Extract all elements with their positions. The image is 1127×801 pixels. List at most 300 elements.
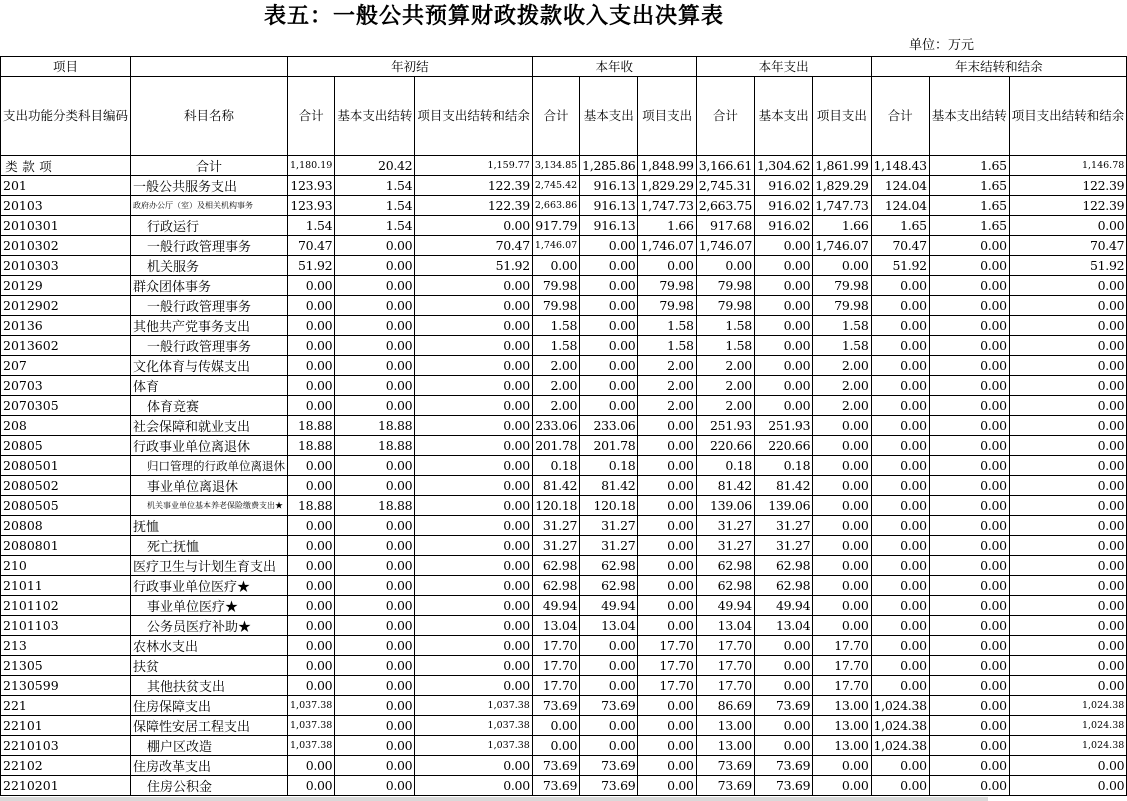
value-cell[interactable]: 0.00 (335, 316, 415, 336)
value-cell[interactable]: 1,024.38 (871, 736, 929, 756)
value-cell[interactable]: 0.00 (929, 756, 1009, 776)
value-cell[interactable]: 0.00 (335, 376, 415, 396)
value-cell[interactable]: 0.00 (754, 736, 812, 756)
code-cell[interactable]: 2080801 (1, 536, 131, 556)
value-cell[interactable]: 51.92 (1009, 256, 1127, 276)
value-cell[interactable]: 220.66 (696, 436, 754, 456)
value-cell[interactable]: 1.65 (871, 216, 929, 236)
value-cell[interactable]: 0.00 (871, 336, 929, 356)
value-cell[interactable]: 120.18 (532, 496, 579, 516)
value-cell[interactable]: 0.00 (288, 756, 335, 776)
value-cell[interactable]: 0.00 (335, 716, 415, 736)
value-cell[interactable]: 0.00 (1009, 416, 1127, 436)
value-cell[interactable]: 0.00 (415, 276, 533, 296)
value-cell[interactable]: 13.00 (813, 696, 871, 716)
value-cell[interactable]: 0.00 (929, 596, 1009, 616)
value-cell[interactable]: 1.58 (813, 316, 871, 336)
value-cell[interactable]: 17.70 (532, 676, 579, 696)
value-cell[interactable]: 0.00 (415, 456, 533, 476)
value-cell[interactable]: 0.00 (335, 336, 415, 356)
value-cell[interactable]: 0.00 (415, 476, 533, 496)
name-cell[interactable]: 医疗卫生与计划生育支出 (131, 556, 288, 576)
value-cell[interactable]: 1.58 (696, 336, 754, 356)
value-cell[interactable]: 0.00 (288, 556, 335, 576)
value-cell[interactable]: 0.00 (580, 276, 638, 296)
value-cell[interactable]: 49.94 (696, 596, 754, 616)
value-cell[interactable]: 2.00 (638, 356, 696, 376)
value-cell[interactable]: 0.00 (1009, 756, 1127, 776)
value-cell[interactable]: 0.00 (929, 316, 1009, 336)
value-cell[interactable]: 49.94 (532, 596, 579, 616)
value-cell[interactable]: 81.42 (532, 476, 579, 496)
value-cell[interactable]: 0.00 (929, 356, 1009, 376)
value-cell[interactable]: 73.69 (754, 696, 812, 716)
value-cell[interactable]: 13.00 (696, 716, 754, 736)
value-cell[interactable]: 0.00 (638, 616, 696, 636)
value-cell[interactable]: 0.00 (288, 316, 335, 336)
value-cell[interactable]: 0.00 (871, 556, 929, 576)
value-cell[interactable]: 70.47 (415, 236, 533, 256)
value-cell[interactable]: 0.00 (288, 456, 335, 476)
value-cell[interactable]: 0.00 (335, 396, 415, 416)
value-cell[interactable]: 0.00 (929, 576, 1009, 596)
value-cell[interactable]: 0.00 (871, 476, 929, 496)
value-cell[interactable]: 0.00 (1009, 456, 1127, 476)
value-cell[interactable]: 0.00 (929, 556, 1009, 576)
name-cell[interactable]: 事业单位医疗★ (131, 596, 288, 616)
value-cell[interactable]: 0.00 (1009, 276, 1127, 296)
value-cell[interactable]: 1,747.73 (813, 196, 871, 216)
value-cell[interactable]: 1.54 (288, 216, 335, 236)
value-cell[interactable]: 17.70 (532, 636, 579, 656)
value-cell[interactable]: 0.00 (871, 296, 929, 316)
value-cell[interactable]: 0.00 (335, 636, 415, 656)
value-cell[interactable]: 0.00 (1009, 436, 1127, 456)
value-cell[interactable]: 0.00 (580, 256, 638, 276)
value-cell[interactable]: 0.00 (288, 776, 335, 796)
code-cell[interactable]: 2210103 (1, 736, 131, 756)
value-cell[interactable]: 0.00 (638, 776, 696, 796)
value-cell[interactable]: 2,663.86 (532, 196, 579, 216)
code-cell[interactable]: 21011 (1, 576, 131, 596)
value-cell[interactable]: 73.69 (754, 776, 812, 796)
value-cell[interactable]: 1,037.38 (288, 696, 335, 716)
name-cell[interactable]: 扶贫 (131, 656, 288, 676)
value-cell[interactable]: 0.00 (871, 676, 929, 696)
value-cell[interactable]: 31.27 (532, 536, 579, 556)
value-cell[interactable]: 70.47 (871, 236, 929, 256)
value-cell[interactable]: 0.00 (929, 396, 1009, 416)
value-cell[interactable]: 916.13 (580, 176, 638, 196)
value-cell[interactable]: 0.00 (288, 516, 335, 536)
value-cell[interactable]: 0.00 (335, 696, 415, 716)
value-cell[interactable]: 17.70 (638, 636, 696, 656)
value-cell[interactable]: 2.00 (532, 396, 579, 416)
value-cell[interactable]: 122.39 (415, 196, 533, 216)
value-cell[interactable]: 0.00 (813, 596, 871, 616)
code-cell[interactable]: 2101103 (1, 616, 131, 636)
value-cell[interactable]: 1.66 (638, 216, 696, 236)
value-cell[interactable]: 0.00 (813, 516, 871, 536)
name-cell[interactable]: 文化体育与传媒支出 (131, 356, 288, 376)
value-cell[interactable]: 0.00 (335, 756, 415, 776)
value-cell[interactable]: 0.00 (415, 776, 533, 796)
value-cell[interactable]: 0.00 (871, 356, 929, 376)
name-cell[interactable]: 事业单位离退休 (131, 476, 288, 496)
value-cell[interactable]: 0.00 (335, 616, 415, 636)
value-cell[interactable]: 0.00 (335, 516, 415, 536)
value-cell[interactable]: 13.04 (696, 616, 754, 636)
code-cell[interactable]: 20103 (1, 196, 131, 216)
value-cell[interactable]: 0.00 (335, 536, 415, 556)
value-cell[interactable]: 13.04 (754, 616, 812, 636)
value-cell[interactable]: 124.04 (871, 176, 929, 196)
value-cell[interactable]: 0.00 (929, 716, 1009, 736)
value-cell[interactable]: 0.00 (580, 356, 638, 376)
value-cell[interactable]: 79.98 (638, 276, 696, 296)
value-cell[interactable]: 0.00 (929, 256, 1009, 276)
value-cell[interactable]: 0.00 (415, 396, 533, 416)
value-cell[interactable]: 1,829.29 (813, 176, 871, 196)
value-cell[interactable]: 0.00 (754, 316, 812, 336)
value-cell[interactable]: 1,024.38 (871, 716, 929, 736)
value-cell[interactable]: 17.70 (696, 636, 754, 656)
code-cell[interactable]: 20805 (1, 436, 131, 456)
value-cell[interactable]: 0.00 (415, 496, 533, 516)
value-cell[interactable]: 31.27 (754, 536, 812, 556)
value-cell[interactable]: 0.00 (929, 676, 1009, 696)
value-cell[interactable]: 31.27 (580, 516, 638, 536)
value-cell[interactable]: 0.00 (415, 296, 533, 316)
value-cell[interactable]: 0.00 (288, 596, 335, 616)
code-cell[interactable]: 2130599 (1, 676, 131, 696)
code-cell[interactable]: 2013602 (1, 336, 131, 356)
value-cell[interactable]: 17.70 (532, 656, 579, 676)
value-cell[interactable]: 81.42 (580, 476, 638, 496)
value-cell[interactable]: 0.00 (1009, 376, 1127, 396)
value-cell[interactable]: 0.00 (415, 576, 533, 596)
code-cell[interactable]: 2210201 (1, 776, 131, 796)
value-cell[interactable]: 0.00 (638, 476, 696, 496)
value-cell[interactable]: 79.98 (638, 296, 696, 316)
name-cell[interactable]: 一般行政管理事务 (131, 296, 288, 316)
value-cell[interactable]: 18.88 (335, 436, 415, 456)
value-cell[interactable]: 0.00 (929, 276, 1009, 296)
name-cell[interactable]: 行政事业单位离退休 (131, 436, 288, 456)
value-cell[interactable]: 0.00 (288, 356, 335, 376)
value-cell[interactable]: 17.70 (813, 656, 871, 676)
code-cell[interactable]: 22101 (1, 716, 131, 736)
value-cell[interactable]: 0.00 (1009, 336, 1127, 356)
value-cell[interactable]: 0.00 (871, 516, 929, 536)
value-cell[interactable]: 20.42 (335, 156, 415, 176)
value-cell[interactable]: 17.70 (813, 636, 871, 656)
value-cell[interactable]: 0.00 (871, 656, 929, 676)
code-cell[interactable]: 208 (1, 416, 131, 436)
value-cell[interactable]: 0.00 (813, 456, 871, 476)
value-cell[interactable]: 31.27 (754, 516, 812, 536)
value-cell[interactable]: 0.00 (929, 476, 1009, 496)
value-cell[interactable]: 51.92 (871, 256, 929, 276)
value-cell[interactable]: 13.00 (813, 736, 871, 756)
value-cell[interactable]: 18.88 (288, 416, 335, 436)
name-cell[interactable]: 一般行政管理事务 (131, 336, 288, 356)
value-cell[interactable]: 1,829.29 (638, 176, 696, 196)
value-cell[interactable]: 0.18 (754, 456, 812, 476)
value-cell[interactable]: 1,861.99 (813, 156, 871, 176)
value-cell[interactable]: 0.00 (335, 236, 415, 256)
value-cell[interactable]: 0.00 (415, 556, 533, 576)
value-cell[interactable]: 0.00 (696, 256, 754, 276)
value-cell[interactable]: 220.66 (754, 436, 812, 456)
code-cell[interactable]: 2101102 (1, 596, 131, 616)
value-cell[interactable]: 79.98 (813, 276, 871, 296)
value-cell[interactable]: 73.69 (696, 756, 754, 776)
value-cell[interactable]: 0.00 (1009, 556, 1127, 576)
value-cell[interactable]: 0.00 (1009, 216, 1127, 236)
value-cell[interactable]: 251.93 (696, 416, 754, 436)
value-cell[interactable]: 79.98 (813, 296, 871, 316)
value-cell[interactable]: 0.00 (415, 676, 533, 696)
value-cell[interactable]: 0.18 (580, 456, 638, 476)
value-cell[interactable]: 139.06 (696, 496, 754, 516)
value-cell[interactable]: 2.00 (696, 376, 754, 396)
value-cell[interactable]: 0.00 (754, 656, 812, 676)
value-cell[interactable]: 0.18 (532, 456, 579, 476)
value-cell[interactable]: 1,024.38 (1009, 736, 1127, 756)
code-cell[interactable]: 2010301 (1, 216, 131, 236)
value-cell[interactable]: 0.00 (754, 296, 812, 316)
code-cell[interactable]: 22102 (1, 756, 131, 776)
value-cell[interactable]: 916.02 (754, 176, 812, 196)
code-cell[interactable]: 2010303 (1, 256, 131, 276)
code-cell[interactable]: 2010302 (1, 236, 131, 256)
value-cell[interactable]: 0.00 (415, 356, 533, 376)
value-cell[interactable]: 73.69 (696, 776, 754, 796)
code-cell[interactable]: 21305 (1, 656, 131, 676)
value-cell[interactable]: 62.98 (532, 556, 579, 576)
value-cell[interactable]: 1,304.62 (754, 156, 812, 176)
value-cell[interactable]: 0.00 (754, 396, 812, 416)
value-cell[interactable]: 0.00 (1009, 676, 1127, 696)
value-cell[interactable]: 17.70 (696, 676, 754, 696)
value-cell[interactable]: 0.00 (288, 276, 335, 296)
value-cell[interactable]: 120.18 (580, 496, 638, 516)
value-cell[interactable]: 917.79 (532, 216, 579, 236)
value-cell[interactable]: 2.00 (813, 356, 871, 376)
value-cell[interactable]: 0.00 (1009, 296, 1127, 316)
value-cell[interactable]: 0.00 (415, 596, 533, 616)
value-cell[interactable]: 0.00 (335, 736, 415, 756)
value-cell[interactable]: 62.98 (754, 576, 812, 596)
value-cell[interactable]: 62.98 (754, 556, 812, 576)
code-cell[interactable]: 20136 (1, 316, 131, 336)
value-cell[interactable]: 0.00 (1009, 316, 1127, 336)
value-cell[interactable]: 31.27 (580, 536, 638, 556)
value-cell[interactable]: 0.00 (754, 716, 812, 736)
value-cell[interactable]: 1,747.73 (638, 196, 696, 216)
value-cell[interactable]: 86.69 (696, 696, 754, 716)
name-cell[interactable]: 机关服务 (131, 256, 288, 276)
value-cell[interactable]: 1,037.38 (415, 716, 533, 736)
value-cell[interactable]: 0.00 (288, 396, 335, 416)
value-cell[interactable]: 0.00 (1009, 496, 1127, 516)
value-cell[interactable]: 0.00 (638, 596, 696, 616)
value-cell[interactable]: 70.47 (288, 236, 335, 256)
value-cell[interactable]: 1.58 (813, 336, 871, 356)
value-cell[interactable]: 0.00 (929, 496, 1009, 516)
value-cell[interactable]: 917.68 (696, 216, 754, 236)
value-cell[interactable]: 13.04 (532, 616, 579, 636)
name-cell[interactable]: 体育竞赛 (131, 396, 288, 416)
value-cell[interactable]: 0.00 (871, 456, 929, 476)
value-cell[interactable]: 0.00 (929, 376, 1009, 396)
value-cell[interactable]: 0.00 (415, 336, 533, 356)
name-cell[interactable]: 群众团体事务 (131, 276, 288, 296)
value-cell[interactable]: 0.00 (415, 536, 533, 556)
value-cell[interactable]: 2.00 (638, 376, 696, 396)
value-cell[interactable]: 0.00 (813, 536, 871, 556)
value-cell[interactable]: 124.04 (871, 196, 929, 216)
value-cell[interactable]: 0.00 (754, 336, 812, 356)
name-cell[interactable]: 政府办公厅（室）及相关机构事务 (131, 196, 288, 216)
value-cell[interactable]: 1,848.99 (638, 156, 696, 176)
value-cell[interactable]: 0.00 (754, 676, 812, 696)
value-cell[interactable]: 1.65 (929, 216, 1009, 236)
value-cell[interactable]: 0.00 (871, 496, 929, 516)
value-cell[interactable]: 0.00 (580, 236, 638, 256)
name-cell[interactable]: 合计 (131, 156, 288, 176)
value-cell[interactable]: 0.00 (1009, 656, 1127, 676)
name-cell[interactable]: 归口管理的行政单位离退休 (131, 456, 288, 476)
value-cell[interactable]: 0.00 (580, 336, 638, 356)
value-cell[interactable]: 1,148.43 (871, 156, 929, 176)
value-cell[interactable]: 73.69 (754, 756, 812, 776)
value-cell[interactable]: 79.98 (532, 276, 579, 296)
value-cell[interactable]: 0.00 (871, 376, 929, 396)
value-cell[interactable]: 916.13 (580, 196, 638, 216)
value-cell[interactable]: 0.00 (638, 556, 696, 576)
value-cell[interactable]: 2.00 (696, 396, 754, 416)
value-cell[interactable]: 79.98 (696, 296, 754, 316)
value-cell[interactable]: 0.00 (871, 576, 929, 596)
value-cell[interactable]: 1,037.38 (288, 716, 335, 736)
value-cell[interactable]: 0.00 (929, 456, 1009, 476)
code-cell[interactable]: 20808 (1, 516, 131, 536)
value-cell[interactable]: 31.27 (696, 536, 754, 556)
value-cell[interactable]: 1,180.19 (288, 156, 335, 176)
value-cell[interactable]: 49.94 (754, 596, 812, 616)
value-cell[interactable]: 79.98 (532, 296, 579, 316)
value-cell[interactable]: 13.00 (813, 716, 871, 736)
value-cell[interactable]: 201.78 (532, 436, 579, 456)
value-cell[interactable]: 0.00 (288, 296, 335, 316)
value-cell[interactable]: 139.06 (754, 496, 812, 516)
value-cell[interactable]: 0.00 (638, 736, 696, 756)
value-cell[interactable]: 1.58 (532, 316, 579, 336)
name-cell[interactable]: 住房保障支出 (131, 696, 288, 716)
value-cell[interactable]: 1,746.07 (638, 236, 696, 256)
sheet-tab-bar[interactable] (0, 797, 988, 801)
value-cell[interactable]: 0.00 (813, 556, 871, 576)
value-cell[interactable]: 0.00 (813, 776, 871, 796)
value-cell[interactable]: 0.00 (929, 616, 1009, 636)
value-cell[interactable]: 0.00 (929, 336, 1009, 356)
name-cell[interactable]: 一般公共服务支出 (131, 176, 288, 196)
value-cell[interactable]: 0.00 (580, 676, 638, 696)
value-cell[interactable]: 73.69 (580, 696, 638, 716)
name-cell[interactable]: 棚户区改造 (131, 736, 288, 756)
value-cell[interactable]: 62.98 (696, 556, 754, 576)
code-cell[interactable]: 2070305 (1, 396, 131, 416)
value-cell[interactable]: 0.00 (335, 656, 415, 676)
value-cell[interactable]: 0.00 (754, 276, 812, 296)
value-cell[interactable]: 62.98 (580, 576, 638, 596)
value-cell[interactable]: 0.00 (813, 496, 871, 516)
name-cell[interactable]: 社会保障和就业支出 (131, 416, 288, 436)
value-cell[interactable]: 3,134.85 (532, 156, 579, 176)
value-cell[interactable]: 0.00 (929, 516, 1009, 536)
value-cell[interactable]: 18.88 (335, 416, 415, 436)
value-cell[interactable]: 1.65 (929, 196, 1009, 216)
value-cell[interactable]: 122.39 (415, 176, 533, 196)
value-cell[interactable]: 18.88 (335, 496, 415, 516)
value-cell[interactable]: 1.66 (813, 216, 871, 236)
name-cell[interactable]: 抚恤 (131, 516, 288, 536)
value-cell[interactable]: 0.00 (929, 696, 1009, 716)
value-cell[interactable]: 0.00 (335, 476, 415, 496)
value-cell[interactable]: 1,159.77 (415, 156, 533, 176)
value-cell[interactable]: 0.00 (813, 476, 871, 496)
code-cell[interactable]: 213 (1, 636, 131, 656)
value-cell[interactable]: 70.47 (1009, 236, 1127, 256)
value-cell[interactable]: 0.00 (288, 676, 335, 696)
value-cell[interactable]: 17.70 (638, 656, 696, 676)
value-cell[interactable]: 0.00 (415, 616, 533, 636)
value-cell[interactable]: 62.98 (696, 576, 754, 596)
value-cell[interactable]: 0.00 (929, 536, 1009, 556)
value-cell[interactable]: 51.92 (288, 256, 335, 276)
code-cell[interactable]: 210 (1, 556, 131, 576)
value-cell[interactable]: 122.39 (1009, 176, 1127, 196)
value-cell[interactable]: 0.00 (580, 656, 638, 676)
value-cell[interactable]: 0.00 (288, 576, 335, 596)
value-cell[interactable]: 0.00 (580, 636, 638, 656)
value-cell[interactable]: 233.06 (532, 416, 579, 436)
value-cell[interactable]: 0.00 (415, 516, 533, 536)
value-cell[interactable]: 1.54 (335, 176, 415, 196)
value-cell[interactable]: 2.00 (638, 396, 696, 416)
value-cell[interactable]: 2.00 (532, 356, 579, 376)
value-cell[interactable]: 1,024.38 (871, 696, 929, 716)
name-cell[interactable]: 体育 (131, 376, 288, 396)
code-cell[interactable]: 207 (1, 356, 131, 376)
value-cell[interactable]: 0.00 (871, 636, 929, 656)
value-cell[interactable]: 0.00 (871, 616, 929, 636)
value-cell[interactable]: 0.00 (1009, 536, 1127, 556)
value-cell[interactable]: 0.00 (335, 676, 415, 696)
value-cell[interactable]: 0.00 (813, 416, 871, 436)
value-cell[interactable]: 13.00 (696, 736, 754, 756)
value-cell[interactable]: 916.13 (580, 216, 638, 236)
value-cell[interactable]: 0.00 (1009, 396, 1127, 416)
value-cell[interactable]: 0.00 (580, 396, 638, 416)
value-cell[interactable]: 0.00 (871, 276, 929, 296)
value-cell[interactable]: 17.70 (696, 656, 754, 676)
value-cell[interactable]: 31.27 (696, 516, 754, 536)
value-cell[interactable]: 0.00 (1009, 596, 1127, 616)
value-cell[interactable]: 0.00 (532, 256, 579, 276)
